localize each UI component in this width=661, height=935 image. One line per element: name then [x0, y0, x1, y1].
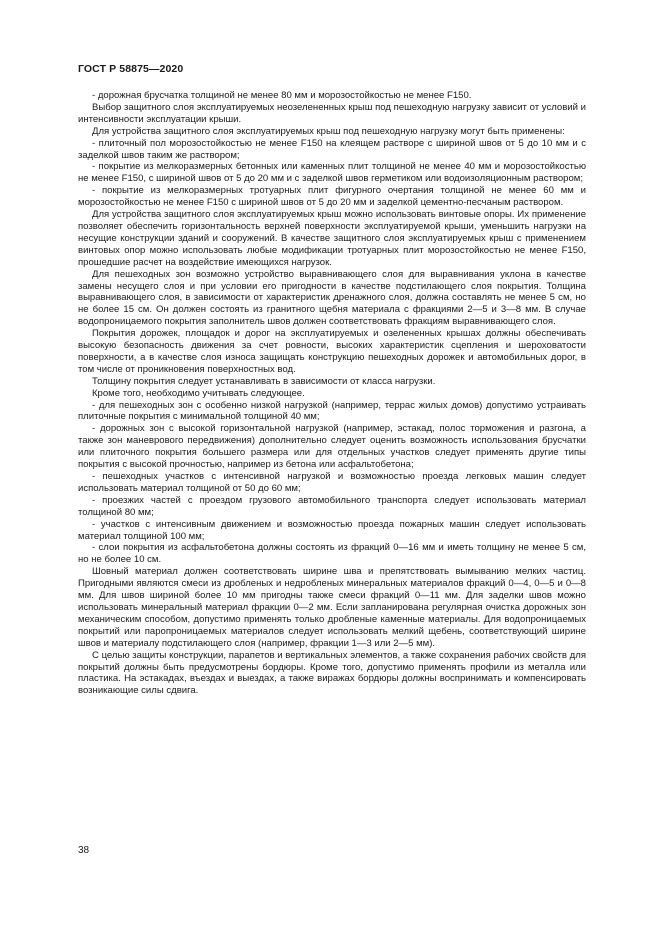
list-item: - слои покрытия из асфальтобетона должны состоять из фракций 0—16 мм и иметь толщину не менее 5 см, но не более 10 см. — [78, 542, 586, 566]
list-item: - участков с интенсивным движением и возможностью проезда пожарных машин следует использовать материал толщиной 100 мм; — [78, 518, 586, 542]
list-item: - плиточный пол морозостойкостью не менее F150 на клеящем растворе с шириной швов от 5 до 10 мм и с заделкой швов таким же раствором; — [78, 137, 586, 161]
list-item: - покрытие из мелкоразмерных бетонных или каменных плит толщиной не менее 40 мм и морозостойкостью не менее F150, с шириной швов от 5 до 20 мм и с заделкой швов герметиком или водоизоляционным раствором; — [78, 161, 586, 185]
paragraph: С целью защиты конструкции, парапетов и вертикальных элементов, а также сохранения рабочих свойств для покрытий должны быть предусмотрены бордюры. Кроме того, допустимо применять профили из металла или пластика. На эстакадах, въездах и выездах, а также виражах бордюры должны воспринимать и компенсировать возникающие силы сдвига. — [78, 649, 586, 697]
list-item: - дорожных зон с высокой горизонтальной нагрузкой (например, эстакад, полос торможения и разгона, а также зон маневрового передвижения) дополнительно следует оценить возможность использования брусчатки или плиточного покрытия большего размера или для отдельных участков следует применять другие типы покрытия с высокой прочностью, например из бетона или асфальтобетона; — [78, 423, 586, 471]
standard-header: ГОСТ Р 58875—2020 — [78, 63, 184, 75]
paragraph: Для устройства защитного слоя эксплуатируемых крыш под пешеходную нагрузку могут быть применены: — [92, 125, 565, 137]
paragraph: Шовный материал должен соответствовать ширине шва и препятствовать вымыванию мелких частиц. Пригодными являются смеси из дробленых и недробленых минеральных материалов фракций 0—4, 0—5 и 0—8 мм. Для швов шириной более 10 мм пригодны также смеси фракций 0—11 мм. Для заделки швов можно использовать минеральный материал фракции 0—2 мм. Если запланирована регулярная очистка дорожных зон механическим способом, допустимо применять только дробленые каменные материалы. Для водопроницаемых покрытий или паропроницаемых материалов следует использовать мелкий щебень, соответствующий ширине швов и материалу подстилающего слоя (например, фракции 1—3 или 2—5 мм). — [78, 566, 586, 649]
paragraph: Толщину покрытия следует устанавливать в зависимости от класса нагрузки. — [92, 375, 436, 387]
paragraph: Кроме того, необходимо учитывать следующее. — [92, 387, 305, 399]
list-item: - проезжих частей с проездом грузового автомобильного транспорта следует использовать материал толщиной 80 мм; — [78, 494, 586, 518]
paragraph: Для пешеходных зон возможно устройство выравнивающего слоя для выравнивания уклона в качестве замены несущего слоя и при условии его пригодности в качестве подстилающего слоя покрытия. Толщина выравнивающего слоя, в зависимости от характеристик дренажного слоя, должна составлять не менее 5 см, но не более 15 см. Он должен состоять из гранитного щебня материала с фракциями 2—5 и 3—8 мм. В случае водопроницаемого покрытия заполнитель швов должен соответствовать фракциям выравнивающего слоя. — [78, 268, 586, 328]
list-item: - для пешеходных зон с особенно низкой нагрузкой (например, террас жилых домов) допустимо устраивать плиточные покрытия с минимальной толщиной 40 мм; — [78, 399, 586, 423]
paragraph: - дорожная брусчатка толщиной не менее 80 мм и морозостойкостью не менее F150. — [92, 90, 472, 101]
document-body — [78, 90, 586, 697]
list-item: - пешеходных участков с интенсивной нагрузкой и возможностью проезда легковых машин следует использовать материал толщиной от 50 до 60 мм; — [78, 471, 586, 494]
page-number: 38 — [78, 845, 90, 856]
paragraph: Покрытия дорожек, площадок и дорог на эксплуатируемых и озелененных крышах должны обеспечивать высокую безопасность движения за счет ровности, высоких характеристик сцепления и шероховатости поверхности, а в качестве слоя износа защищать конструкцию пешеходных дорожек и автомобильных дорог, в том числе от проникновения поверхностных вод. — [78, 328, 586, 375]
paragraph: Выбор защитного слоя эксплуатируемых неозелененных крыш под пешеходную нагрузку зависит от условий и интенсивности эксплуатации крыши. — [78, 101, 586, 125]
list-item: - покрытие из мелкоразмерных тротуарных плит фигурного очертания толщиной не менее 60 мм и морозостойкостью не менее F150 с шириной швов от 5 до 20 мм и заделкой цементно-песчаным раствором. — [78, 185, 586, 209]
paragraph: Для устройства защитного слоя эксплуатируемых крыш можно использовать винтовые опоры. Их применение позволяет обеспечить горизонтальность верхней поверхности эксплуатируемой крыши, уменьшить нагрузки на несущие конструкции зданий и сооружений. В качестве защитного слоя эксплуатируемых крыш с применением винтовых опор можно использовать любые модификации тротуарных плит морозостойкостью не менее F150, прошедшие расчет на воздействие имеющихся нагрузок. — [78, 209, 586, 268]
